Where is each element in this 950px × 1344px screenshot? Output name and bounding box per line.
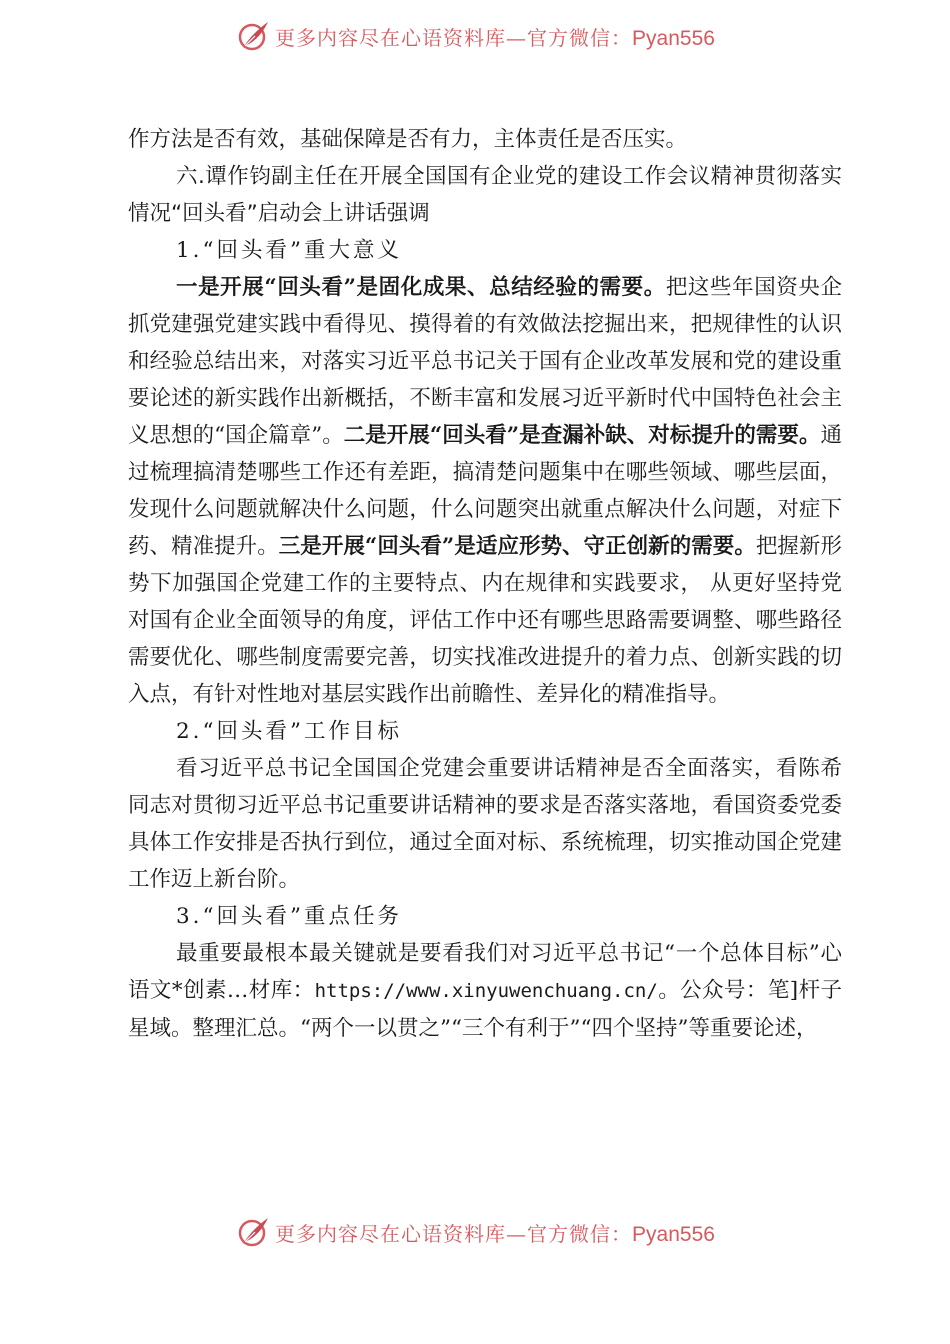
document-body [128, 121, 842, 1047]
paragraph-goals: 看习近平总书记全国国企党建会重要讲话精神是否全面落实，看陈希同志对贯彻习近平总书记重要讲话精神的要求是否落实落地，看国资委党委具体工作安排是否执行到位，通过全面对标、系统梳理，切实推动国企党建工作迈上新台阶。 [128, 756, 842, 892]
section-heading: 六.谭作钧副主任在开展全国国有企业党的建设工作会议精神贯彻落实情况“回头看”启动会上讲话强调 [128, 164, 842, 226]
paragraph-significance: 一是开展“回头看”是固化成果、总结经验的需要。把这些年国资央企抓党建强党建实践中看得见、摸得着的有效做法挖掘出来，把规律性的认识和经验总结出来，对落实习近平总书记关于国有企业改革发展和党的建设重要论述的新实践作出新概括，不断丰富和发展习近平新时代中国特色社会主义思想的“国企篇章”。二是开展“回头看”是查漏补缺、对标提升的需要。通过梳理搞清楚哪些工作还有差距，搞清楚问题集中在哪些领域、哪些层面，发现什么问题就解决什么问题，什么问题突出就重点解决什么问题，对症下药、精准提升。三是开展“回头看”是适应形势、守正创新的需要。把握新形势下加强国企党建工作的主要特点、内在规律和实践要求， 从更好坚持党对国有企业全面领导的角度，评估工作中还有哪些思路需要调整、哪些路径需要优化、哪些制度需要完善，切实找准改进提升的着力点、创新实践的切入点，有针对性地对基层实践作出前瞻性、差异化的精准指导。 [128, 275, 842, 707]
quill-logo-icon [235, 1214, 271, 1250]
footer-banner [0, 1212, 950, 1252]
bold-point-2: 二是开展“回头看”是查漏补缺、对标提升的需要。 [343, 423, 821, 448]
bold-point-1: 一是开展“回头看”是固化成果、总结经验的需要。 [176, 275, 666, 300]
footer-banner-text: 更多内容尽在心语资料库—官方微信：Pyan556 [275, 1221, 715, 1246]
paragraph-continuation: 作方法是否有效，基础保障是否有力，主体责任是否压实。 [128, 127, 688, 152]
subsection-title-2: 2.“回头看”工作目标 [176, 719, 402, 744]
header-banner-text: 更多内容尽在心语资料库—官方微信：Pyan556 [275, 25, 715, 50]
subsection-title-1: 1.“回头看”重大意义 [176, 238, 402, 263]
source-url: https://www.xinyuwenchuang.cn/ [314, 980, 658, 1002]
bold-point-3: 三是开展“回头看”是适应形势、守正创新的需要。 [278, 534, 756, 559]
paragraph-tasks: 最重要最根本最关键就是要看我们对习近平总书记“一个总体目标”心语文*创素…材库：https://www.xinyuwenchuang.cn/。公众号：笔]杆子星域。整理汇总。“两个一以贯之”“三个有利于”“四个坚持”等重要论述， [128, 941, 842, 1041]
subsection-title-3: 3.“回头看”重点任务 [176, 904, 402, 929]
header-banner [0, 16, 950, 56]
quill-logo-icon [235, 18, 271, 54]
